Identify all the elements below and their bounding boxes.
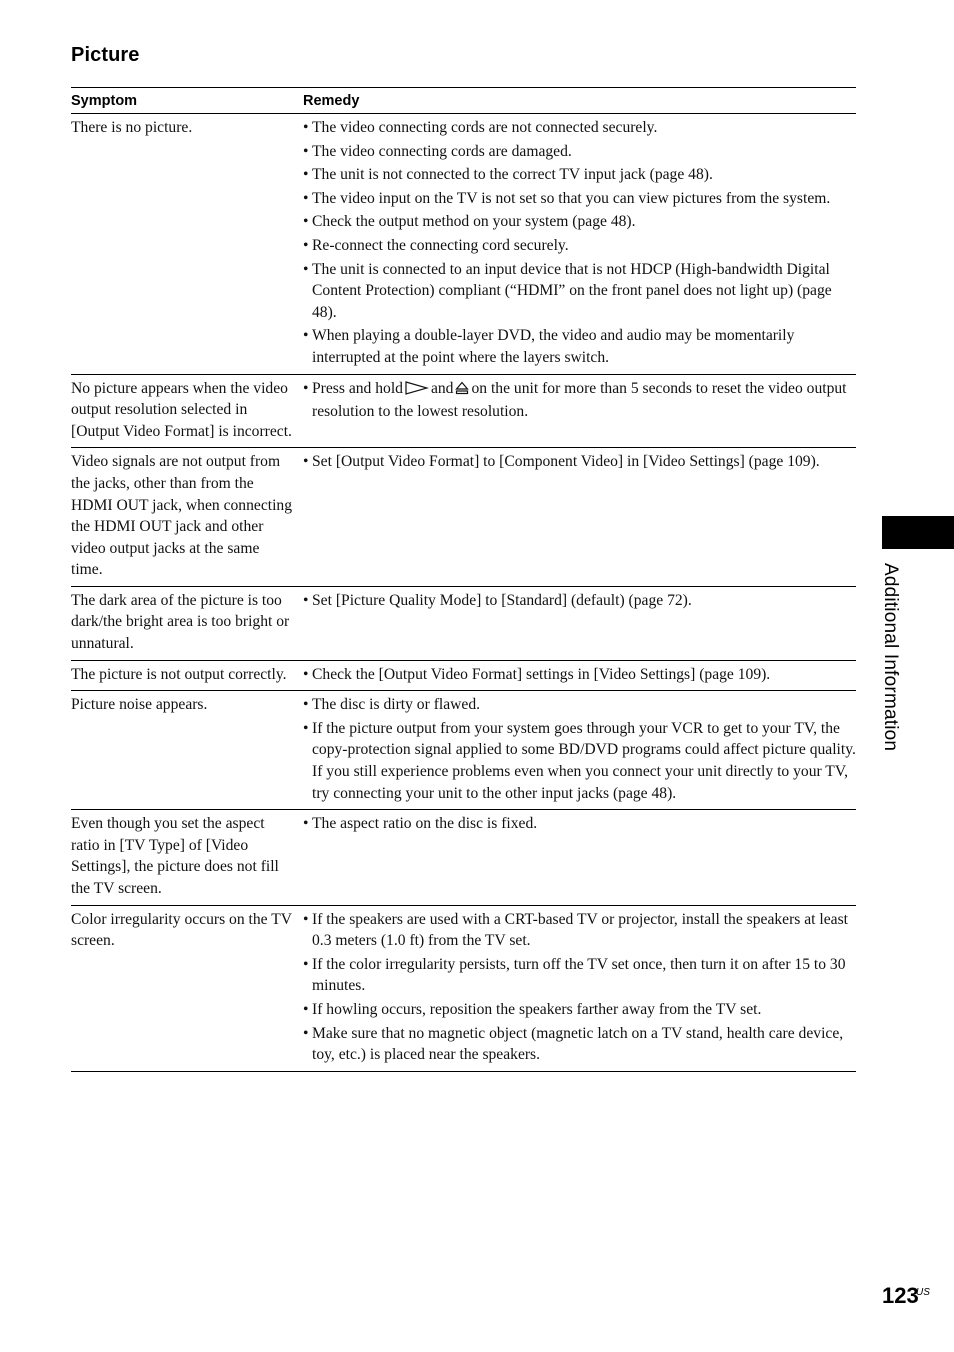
remedy-text-part: Press and hold xyxy=(312,379,403,397)
remedy-text-part: and xyxy=(430,379,454,397)
remedy-item: • If the speakers are used with a CRT-based TV or projector, install the speakers at least 0.3 meters (1.0 ft) from the TV set. xyxy=(303,909,856,952)
remedy-cell xyxy=(303,664,856,686)
remedy-column-header: Remedy xyxy=(303,93,360,109)
eject-icon xyxy=(455,380,469,402)
remedy-cell xyxy=(303,813,856,899)
symptom-cell: Picture noise appears. xyxy=(71,696,208,714)
table-header xyxy=(71,88,856,114)
remedy-item: • The video connecting cords are damaged. xyxy=(303,141,856,163)
table-row xyxy=(71,448,856,587)
remedy-item xyxy=(303,378,856,423)
remedy-item: • When playing a double-layer DVD, the video and audio may be momentarily interrupted at the point where the layers switch. xyxy=(303,325,856,368)
remedy-item: • Re-connect the connecting cord securely. xyxy=(303,235,856,257)
remedy-item: • If the color irregularity persists, turn off the TV set once, then turn it on after 15 to 30 minutes. xyxy=(303,954,856,997)
remedy-item: • Make sure that no magnetic object (magnetic latch on a TV stand, health care device, toy, etc.) is placed near the speakers. xyxy=(303,1023,856,1066)
remedy-item: • Check the output method on your system (page 48). xyxy=(303,211,856,233)
remedy-item: • The video connecting cords are not connected securely. xyxy=(303,117,856,139)
remedy-cell xyxy=(303,909,856,1066)
remedy-item: • The aspect ratio on the disc is fixed. xyxy=(303,813,856,835)
remedy-item: • Check the [Output Video Format] settings in [Video Settings] (page 109). xyxy=(303,664,856,686)
remedy-item: • The unit is not connected to the correct TV input jack (page 48). xyxy=(303,164,856,186)
remedy-item: • Set [Picture Quality Mode] to [Standard] (default) (page 72). xyxy=(303,590,856,612)
symptom-column-header: Symptom xyxy=(71,93,138,109)
remedy-item: • If howling occurs, reposition the speakers farther away from the TV set. xyxy=(303,999,856,1021)
symptom-cell: The dark area of the picture is too dark/the bright area is too bright or unnatural. xyxy=(71,591,290,653)
symptom-cell: Video signals are not output from the jacks, other than from the HDMI OUT jack, when connecting the HDMI OUT jack and other video output jacks at the same time. xyxy=(71,453,293,579)
page-number: 123 xyxy=(882,1283,919,1308)
remedy-item: • The video input on the TV is not set so that you can view pictures from the system. xyxy=(303,188,856,210)
remedy-cell xyxy=(303,451,856,581)
symptom-cell: There is no picture. xyxy=(71,119,193,136)
play-icon xyxy=(405,380,429,402)
table-row xyxy=(71,661,856,692)
symptom-cell: No picture appears when the video output resolution selected in [Output Video Format] is incorrect. xyxy=(71,379,292,440)
remedy-item: • If the picture output from your system goes through your VCR to get to your TV, the copy-protection signal applied to some BD/DVD programs could affect picture quality. If you still experience problems even when you connect your unit directly to your TV, try connecting your unit to the other input jacks (page 48). xyxy=(303,718,856,804)
remedy-item: • Set [Output Video Format] to [Component Video] in [Video Settings] (page 109). xyxy=(303,451,856,473)
remedy-cell xyxy=(303,694,856,804)
remedy-item: • The unit is connected to an input device that is not HDCP (High-bandwidth Digital Content Protection) compliant (“HDMI” on the front panel does not light up) (page 48). xyxy=(303,259,856,324)
remedy-cell xyxy=(303,590,856,655)
section-title: Picture xyxy=(71,44,140,66)
table-row xyxy=(71,810,856,905)
section-tab-marker xyxy=(882,516,954,549)
side-tab-label: Additional Information xyxy=(880,563,901,752)
table-row xyxy=(71,587,856,661)
table-row xyxy=(71,114,856,375)
remedy-item: • The disc is dirty or flawed. xyxy=(303,694,856,716)
troubleshooting-table xyxy=(71,87,856,1072)
page-region-suffix: US xyxy=(916,1287,930,1298)
table-row xyxy=(71,906,856,1072)
table-row xyxy=(71,375,856,449)
table-row xyxy=(71,691,856,810)
remedy-text-part: on the unit for more than 5 seconds to reset the video output resolution to the lowest resolution. xyxy=(312,379,847,421)
symptom-cell: Even though you set the aspect ratio in [TV Type] of [Video Settings], the picture does not fill the TV screen. xyxy=(71,815,279,897)
remedy-cell xyxy=(303,378,856,443)
symptom-cell: The picture is not output correctly. xyxy=(71,665,287,683)
symptom-cell: Color irregularity occurs on the TV screen. xyxy=(71,910,292,950)
remedy-cell xyxy=(303,117,856,369)
